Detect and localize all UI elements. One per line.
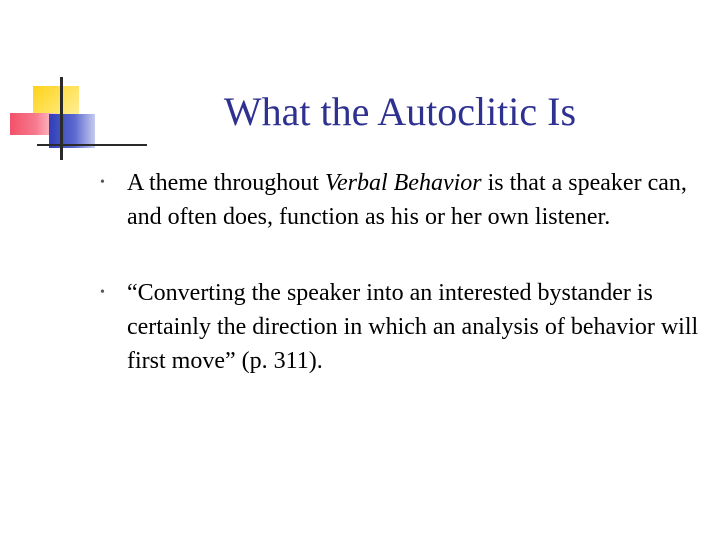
- bullet-text: [127, 170, 687, 230]
- bullet-text-part: A theme throughout: [127, 170, 325, 196]
- logo-horizontal-line: [37, 144, 147, 146]
- bullet-text-part: is that a speaker can, and often does, function as his or her own listener.: [127, 170, 687, 230]
- book-title-emphasis: Verbal Behavior: [324, 170, 482, 196]
- bullet-item: [100, 166, 700, 234]
- logo-blue-square: [49, 114, 95, 148]
- bullet-dot-icon: •: [100, 285, 105, 300]
- bullet-quote-text: “Converting the speaker into an interested bystander is certainly the direction in which an analysis of behavior will first move” (p. 311).: [127, 280, 699, 374]
- logo-vertical-line: [60, 77, 63, 160]
- slide-title: What the Autoclitic Is: [223, 89, 577, 134]
- bullet-list: [100, 166, 700, 378]
- bullet-dot-icon: •: [100, 175, 105, 190]
- bullet-item: [100, 276, 700, 378]
